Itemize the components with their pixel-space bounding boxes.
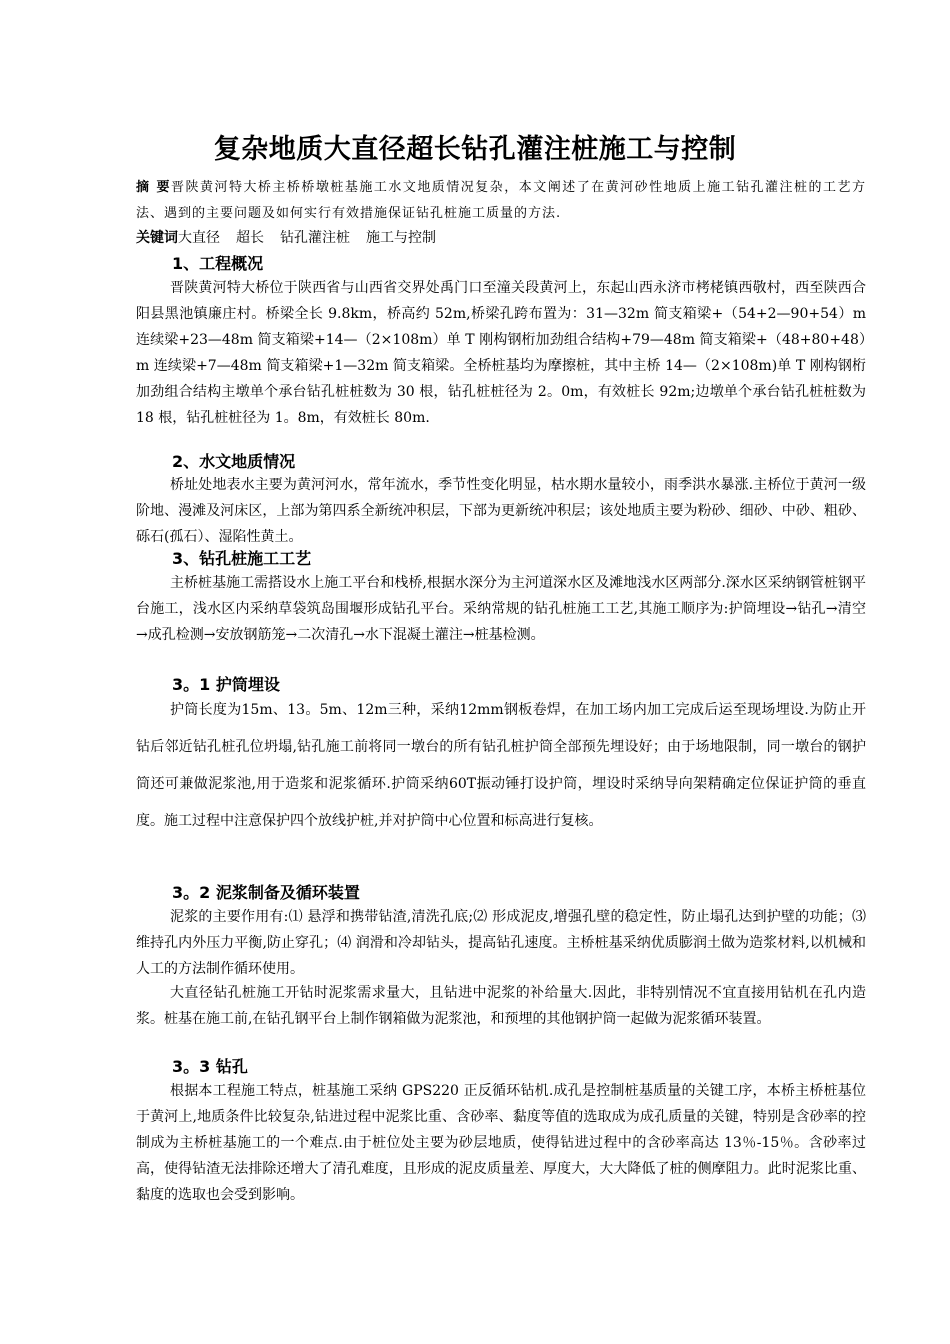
section-3-paragraph: 主桥桩基施工需搭设水上施工平台和栈桥,根据水深分为主河道深水区及滩地浅水区两部分.深水区采纳钢管桩钢平台施工，浅水区内采纳草袋筑岛围堰形成钻孔平台。采纳常规的钻孔桩施工工艺,其施工顺序为:护筒埋设→钻孔→清空→成孔检测→安放钢筋笼→二次清孔→水下混凝土灌注→桩基检测。 [136, 575, 866, 643]
section-3-2-paragraph-2: 大直径钻孔桩施工开钻时泥浆需求量大，且钻进中泥浆的补给量大.因此，非特别情况不宜直接用钻机在孔内造浆。桩基在施工前,在钻孔钢平台上制作钢箱做为泥浆池，和预埋的其他钢护筒一起做为泥浆循环装置。 [136, 985, 866, 1027]
keyword: 大直径 [178, 230, 220, 246]
abstract-label: 摘 要 [136, 180, 171, 195]
keyword: 钻孔灌注桩 [280, 230, 350, 246]
section-3-3-paragraph: 根据本工程施工特点，桩基施工采纳 GPS220 正反循环钻机.成孔是控制桩基质量的关键工序，本桥主桥桩基位于黄河上,地质条件比较复杂,钻进过程中泥浆比重、含砂率、黏度等值的选取成为成孔质量的关键，特别是含砂率的控制成为主桥桩基施工的一个难点.由于桩位处主要为砂层地质，使得钻进过程中的含砂率高达 13％-15％。含砂率过高，使得钻渣无法排除还增大了清孔难度，且形成的泥皮质量差、厚度大，大大降低了桩的侧摩阻力。此时泥浆比重、黏度的选取也会受到影响。 [136, 1083, 866, 1203]
keyword: 施工与控制 [366, 230, 436, 246]
keywords-line [136, 225, 866, 251]
keyword: 超长 [236, 230, 264, 246]
section-heading-2: 2、水文地质情况 [172, 452, 296, 471]
section-heading-3-1: 3。1 护筒埋设 [172, 675, 280, 694]
abstract-text: 晋陕黄河特大桥主桥桥墩桩基施工水文地质情况复杂，本文阐述了在黄河砂性地质上施工钻孔灌注桩的工艺方法、遇到的主要问题及如何实行有效措施保证钻孔桩施工质量的方法. [136, 180, 866, 221]
section-3-2-paragraph-1: 泥浆的主要作用有:⑴ 悬浮和携带钻渣,清洗孔底;⑵ 形成泥皮,增强孔壁的稳定性，防止塌孔达到护壁的功能；⑶ 维持孔内外压力平衡,防止穿孔；⑷ 润滑和冷却钻头，提高钻孔速度。主桥桩基采纳优质膨润土做为造浆材料,以机械和人工的方法制作循环使用。 [136, 909, 866, 977]
document-title: 复杂地质大直径超长钻孔灌注桩施工与控制 [213, 134, 737, 165]
section-heading-3: 3、钻孔桩施工工艺 [172, 549, 312, 568]
section-1-paragraph: 晋陕黄河特大桥位于陕西省与山西省交界处禹门口至潼关段黄河上，东起山西永济市栲栳镇西敬村，西至陕西合阳县黑池镇廉庄村。桥梁全长 9.8km，桥高约 52m,桥梁孔跨布置为：31—32m 简支箱梁+（54+2—90+54）m 连续梁+23—48m 简支箱梁+14—（2×108m）单 T 刚构钢桁加劲组合结构+79—48m 简支箱梁+（48+80+48）m 连续梁+7—48m 简支箱梁+1—32m 简支箱梁。全桥桩基均为摩擦桩，其中主桥 14—（2×108m)单 T 刚构钢桁加劲组合结构主墩单个承台钻孔桩桩数为 30 根，钻孔桩桩径为 2。0m，有效桩长 92m;边墩单个承台钻孔桩桩数为 18 根，钻孔桩桩径为 1。8m，有效桩长 80m. [136, 280, 866, 426]
section-heading-1: 1、工程概况 [172, 254, 264, 273]
keywords-label: 关键词 [136, 230, 178, 246]
section-2-paragraph: 桥址处地表水主要为黄河河水，常年流水，季节性变化明显，枯水期水量较小，雨季洪水暴涨.主桥位于黄河一级阶地、漫滩及河床区，上部为第四系全新统冲积层，下部为更新统冲积层；该处地质主要为粉砂、细砂、中砂、粗砂、砾石(孤石）、湿陷性黄土。 [136, 477, 866, 545]
section-3-1-paragraph: 护筒长度为15m、13。5m、12m三种，采纳12mm钢板卷焊，在加工场内加工完成后运至现场埋设.为防止开钻后邻近钻孔桩孔位坍塌,钻孔施工前将同一墩台的所有钻孔桩护筒全部预先埋设好；由于场地限制，同一墩台的钢护筒还可兼做泥浆池,用于造浆和泥浆循环.护筒采纳60T振动锤打设护筒，埋设时采纳导向架精确定位保证护筒的垂直度。施工过程中注意保护四个放线护桩,并对护筒中心位置和标高进行复核。 [136, 702, 866, 829]
section-heading-3-2: 3。2 泥浆制备及循环装置 [172, 883, 360, 902]
section-heading-3-3: 3。3 钻孔 [172, 1057, 248, 1076]
abstract [136, 175, 866, 227]
